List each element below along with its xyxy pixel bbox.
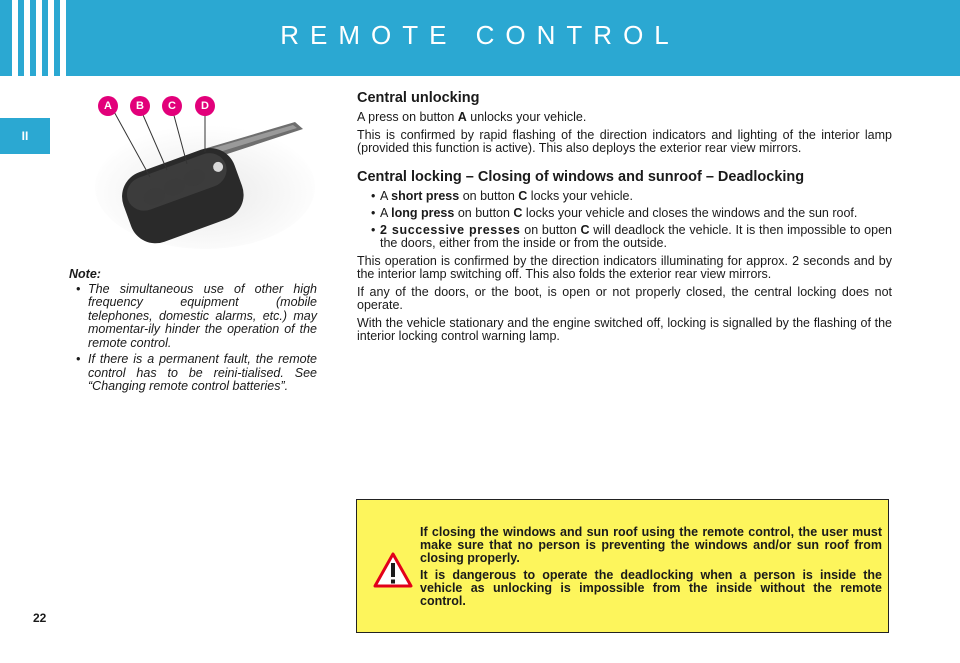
warning-box [356,499,889,633]
central-unlocking-p1: A press on button A unlocks your vehicle. [357,110,587,124]
main-content [357,90,892,348]
warning-p1: If closing the windows and sun roof using the remote control, the user must make sure that no person is preventing the windows and/or sun roof from closing properly. [420,525,882,565]
central-locking-p3: With the vehicle stationary and the engine switched off, locking is signalled by the flashing of the interior locking control warning lamp. [357,316,892,343]
page-title: REMOTE CONTROL [280,20,680,50]
label-d: D [195,96,215,116]
note-item: • If there is a permanent fault, the remote control has to be reini-tialised. See “Changing remote control batteries”. [69,353,317,394]
central-locking-p1: This operation is confirmed by the direction indicators illuminating for approx. 2 seconds and by the interior lamp switching off. This also folds the exterior rear view mirrors. [357,254,892,281]
warning-p2: It is dangerous to operate the deadlocking when a person is inside the vehicle as unlocking is impossible from the inside without the remote control. [420,568,882,608]
central-locking-heading: Central locking – Closing of windows and sunroof – Deadlocking [357,169,805,185]
page-number: 22 [33,611,47,625]
note-box [69,268,317,397]
locking-bullet-long-press: • A long press on button C locks your vehicle and closes the windows and the sun roof. [357,207,892,220]
central-locking-list [357,190,892,250]
central-unlocking-p2: This is confirmed by rapid flashing of the direction indicators and lighting of the interior lamp (provided this function is active). This also deploys the exterior rear view mirrors. [357,128,892,155]
note-title: Note: [69,267,101,281]
remote-key-icon [95,92,320,252]
label-b: B [130,96,150,116]
central-locking-p2: If any of the doors, or the boot, is open or not properly closed, the central locking does not operate. [357,285,892,312]
note-item: • The simultaneous use of other high frequency equipment (mobile telephones, domestic alarms, etc.) may momentar-ily hinder the operation of the remote control. [69,283,317,351]
central-unlocking-heading: Central unlocking [357,90,480,106]
page-header [0,0,960,76]
label-c: C [162,96,182,116]
remote-key-illustration [95,92,320,252]
locking-bullet-short-press: • A short press on button C locks your vehicle. [357,190,892,203]
chapter-tab: II [0,118,50,154]
note-list [69,283,317,394]
locking-bullet-successive-presses: • 2 successive presses on button C will deadlock the vehicle. It is then impossible to open the doors, either from the inside or from the outside. [357,224,892,250]
label-a: A [98,96,118,116]
warning-text [420,526,882,612]
warning-triangle-icon [373,552,413,588]
